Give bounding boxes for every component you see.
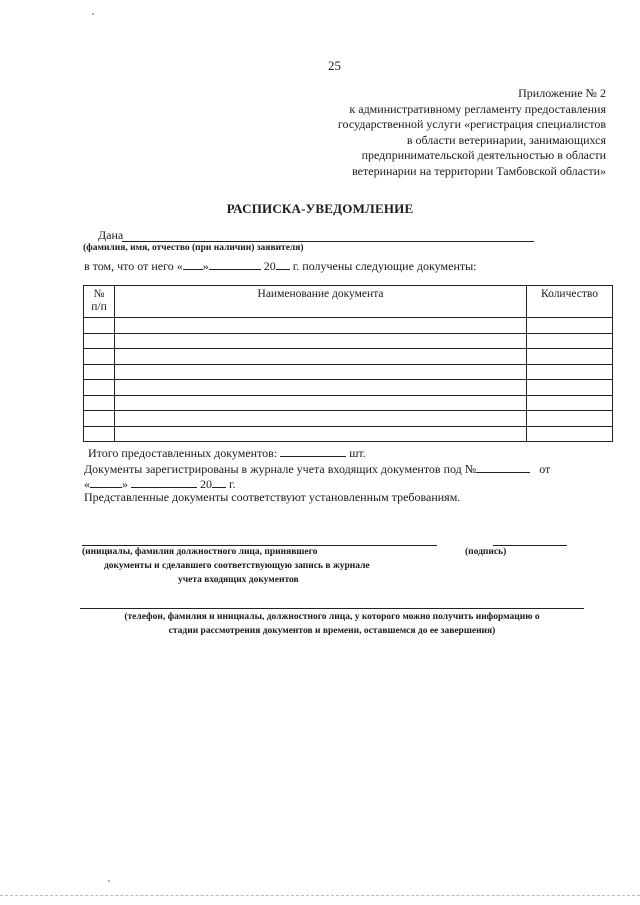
table-row xyxy=(84,411,613,427)
header-quantity: Количество xyxy=(527,286,613,318)
cell-number[interactable] xyxy=(84,364,115,380)
official-caption-line: (инициалы, фамилия должностного лица, принявшего xyxy=(82,547,318,557)
reg-year-suffix: г. xyxy=(229,477,236,491)
cell-number[interactable] xyxy=(84,411,115,427)
appendix-line: к административному регламенту предоставления xyxy=(349,101,606,116)
contact-caption-line: стадии рассмотрения документов и времени, оставшемся до ее завершения) xyxy=(168,626,496,636)
cell-document[interactable] xyxy=(115,364,527,380)
registered-from: от xyxy=(539,462,551,476)
cell-number[interactable] xyxy=(84,380,115,396)
cell-document[interactable] xyxy=(115,333,527,349)
cell-quantity[interactable] xyxy=(527,333,613,349)
appendix-header xyxy=(276,86,606,180)
cell-quantity[interactable] xyxy=(527,364,613,380)
contact-caption-line: (телефон, фамилия и инициалы, должностного лица, у которого можно получить информацию о xyxy=(124,612,540,622)
table-row xyxy=(84,426,613,442)
received-mid: » xyxy=(202,259,209,273)
total-label: Итого предоставленных документов: xyxy=(88,446,278,460)
applicant-caption: (фамилия, имя, отчество (при наличии) заявителя) xyxy=(83,243,304,253)
table-header-row xyxy=(84,286,613,318)
registered-label: Документы зарегистрированы в журнале учета входящих документов под № xyxy=(84,462,477,476)
received-prefix: в том, что от него « xyxy=(84,259,183,273)
received-year: 20 xyxy=(263,259,276,273)
table-row xyxy=(84,333,613,349)
scan-artifact xyxy=(108,880,110,882)
cell-number[interactable] xyxy=(84,395,115,411)
table-row xyxy=(84,395,613,411)
table-row xyxy=(84,380,613,396)
given-label: Дана xyxy=(98,228,124,242)
cell-number[interactable] xyxy=(84,426,115,442)
scan-bottom-edge xyxy=(0,895,640,896)
header-number: № п/п xyxy=(84,286,115,318)
reg-month-field[interactable] xyxy=(131,475,197,488)
cell-document[interactable] xyxy=(115,349,527,365)
cell-quantity[interactable] xyxy=(527,411,613,427)
reg-year-field[interactable] xyxy=(212,475,226,488)
cell-quantity[interactable] xyxy=(527,318,613,334)
cell-document[interactable] xyxy=(115,411,527,427)
page-number: 25 xyxy=(328,58,341,73)
official-caption-line: учета входящих документов xyxy=(178,575,299,585)
month-field[interactable] xyxy=(209,257,261,270)
cell-document[interactable] xyxy=(115,426,527,442)
reg-year: 20 xyxy=(200,477,212,491)
received-suffix: г. получены следующие документы: xyxy=(292,259,477,273)
total-line xyxy=(88,444,366,461)
date-open: « xyxy=(84,477,90,491)
appendix-line: государственной услуги «регистрация специалистов xyxy=(337,117,606,132)
received-line xyxy=(84,257,477,274)
official-caption xyxy=(82,545,382,587)
table-row xyxy=(84,364,613,380)
applicant-name-line[interactable] xyxy=(122,241,534,242)
cell-document[interactable] xyxy=(115,318,527,334)
cell-number[interactable] xyxy=(84,318,115,334)
appendix-line: ветеринарии на территории Тамбовской области» xyxy=(352,163,606,178)
appendix-line: предпринимательской деятельностью в области xyxy=(361,148,606,163)
contact-caption xyxy=(80,610,584,638)
cell-quantity[interactable] xyxy=(527,349,613,365)
cell-number[interactable] xyxy=(84,349,115,365)
signature-caption: (подпись) xyxy=(465,547,507,557)
cell-quantity[interactable] xyxy=(527,380,613,396)
year-field[interactable] xyxy=(276,257,290,270)
official-caption-line: документы и сделавшего соответствующую запись в журнале xyxy=(104,561,370,571)
cell-quantity[interactable] xyxy=(527,395,613,411)
documents-table xyxy=(83,285,613,442)
table-row xyxy=(84,318,613,334)
compliance-text: Представленные документы соответствуют установленным требованиям. xyxy=(84,490,461,504)
journal-number-field[interactable] xyxy=(476,460,530,473)
cell-quantity[interactable] xyxy=(527,426,613,442)
header-document-name: Наименование документа xyxy=(115,286,527,318)
document-title: РАСПИСКА-УВЕДОМЛЕНИЕ xyxy=(226,201,414,216)
day-field[interactable] xyxy=(183,257,203,270)
table-row xyxy=(84,349,613,365)
scan-artifact xyxy=(92,13,94,15)
total-count-field[interactable] xyxy=(280,444,346,457)
appendix-line: Приложение № 2 xyxy=(518,86,606,100)
total-unit: шт. xyxy=(349,446,366,460)
date-close: » xyxy=(122,477,128,491)
cell-document[interactable] xyxy=(115,380,527,396)
reg-day-field[interactable] xyxy=(90,475,122,488)
contact-line[interactable] xyxy=(80,608,584,609)
cell-number[interactable] xyxy=(84,333,115,349)
appendix-line: в области ветеринарии, занимающихся xyxy=(406,132,606,147)
cell-document[interactable] xyxy=(115,395,527,411)
